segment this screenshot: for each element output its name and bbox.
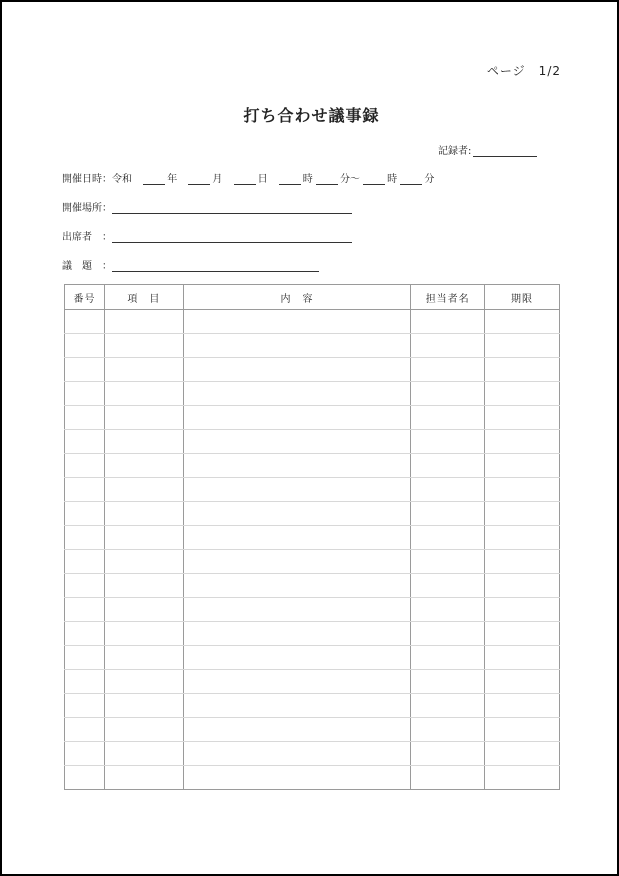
header-deadline: 期限 <box>485 285 560 310</box>
document-title: 打ち合わせ議事録 <box>243 106 380 125</box>
cell-content[interactable] <box>183 454 410 478</box>
agenda-label: 議 題 ： <box>62 261 112 272</box>
cell-item[interactable] <box>104 694 183 718</box>
cell-content[interactable] <box>183 430 410 454</box>
cell-deadline[interactable] <box>485 550 560 574</box>
cell-deadline[interactable] <box>485 598 560 622</box>
cell-assignee[interactable] <box>411 310 485 334</box>
table-row <box>65 406 560 430</box>
cell-number[interactable] <box>65 382 105 406</box>
cell-content[interactable] <box>183 742 410 766</box>
cell-item[interactable] <box>104 574 183 598</box>
cell-item[interactable] <box>104 502 183 526</box>
place-label: 開催場所： <box>62 203 112 214</box>
cell-item[interactable] <box>104 598 183 622</box>
cell-number[interactable] <box>65 430 105 454</box>
cell-deadline[interactable] <box>485 310 560 334</box>
cell-content[interactable] <box>183 622 410 646</box>
cell-content[interactable] <box>183 382 410 406</box>
minute2-label: 分 <box>424 174 435 185</box>
table-row <box>65 622 560 646</box>
cell-deadline[interactable] <box>485 430 560 454</box>
cell-assignee[interactable] <box>411 694 485 718</box>
cell-deadline[interactable] <box>485 358 560 382</box>
cell-item[interactable] <box>104 526 183 550</box>
cell-item[interactable] <box>104 358 183 382</box>
cell-deadline[interactable] <box>485 766 560 790</box>
agenda-blank[interactable] <box>112 261 319 272</box>
cell-content[interactable] <box>183 574 410 598</box>
cell-content[interactable] <box>183 646 410 670</box>
day-label: 日 <box>257 174 268 185</box>
cell-assignee[interactable] <box>411 598 485 622</box>
cell-assignee[interactable] <box>411 478 485 502</box>
cell-number[interactable] <box>65 598 105 622</box>
month-blank[interactable] <box>188 174 210 185</box>
cell-assignee[interactable] <box>411 406 485 430</box>
cell-number[interactable] <box>65 478 105 502</box>
cell-content[interactable] <box>183 598 410 622</box>
minute2-blank[interactable] <box>400 174 422 185</box>
header-number: 番号 <box>65 285 105 310</box>
table-row <box>65 646 560 670</box>
cell-content[interactable] <box>183 502 410 526</box>
cell-assignee[interactable] <box>411 574 485 598</box>
datetime-row <box>62 170 434 185</box>
table-row <box>65 670 560 694</box>
cell-item[interactable] <box>104 406 183 430</box>
table-row <box>65 718 560 742</box>
header-item: 項 目 <box>104 285 183 310</box>
cell-content[interactable] <box>183 478 410 502</box>
place-row <box>62 199 352 214</box>
cell-deadline[interactable] <box>485 742 560 766</box>
cell-number[interactable] <box>65 406 105 430</box>
recorder-blank[interactable] <box>473 146 537 157</box>
cell-assignee[interactable] <box>411 334 485 358</box>
table-row <box>65 574 560 598</box>
cell-number[interactable] <box>65 550 105 574</box>
cell-item[interactable] <box>104 550 183 574</box>
datetime-label: 開催日時：令和 <box>62 174 132 185</box>
table-row <box>65 526 560 550</box>
cell-assignee[interactable] <box>411 550 485 574</box>
attendees-row <box>62 228 352 243</box>
cell-assignee[interactable] <box>411 718 485 742</box>
cell-deadline[interactable] <box>485 718 560 742</box>
recorder-field <box>438 142 537 157</box>
table-row <box>65 742 560 766</box>
recorder-label: 記録者: <box>438 146 472 157</box>
hour-blank[interactable] <box>279 174 301 185</box>
page-number: ページ 1/2 <box>486 64 561 78</box>
table-row <box>65 430 560 454</box>
cell-assignee[interactable] <box>411 670 485 694</box>
cell-number[interactable] <box>65 742 105 766</box>
cell-deadline[interactable] <box>485 574 560 598</box>
cell-number[interactable] <box>65 622 105 646</box>
header-assignee: 担当者名 <box>411 285 485 310</box>
table-row <box>65 502 560 526</box>
table-row <box>65 454 560 478</box>
cell-number[interactable] <box>65 358 105 382</box>
table-row <box>65 310 560 334</box>
cell-content[interactable] <box>183 358 410 382</box>
attendees-blank[interactable] <box>112 232 352 243</box>
cell-deadline[interactable] <box>485 694 560 718</box>
cell-content[interactable] <box>183 670 410 694</box>
cell-assignee[interactable] <box>411 502 485 526</box>
cell-content[interactable] <box>183 334 410 358</box>
cell-item[interactable] <box>104 382 183 406</box>
cell-assignee[interactable] <box>411 646 485 670</box>
cell-content[interactable] <box>183 718 410 742</box>
header-content: 内 容 <box>183 285 410 310</box>
cell-content[interactable] <box>183 406 410 430</box>
table-row <box>65 382 560 406</box>
cell-assignee[interactable] <box>411 526 485 550</box>
cell-content[interactable] <box>183 526 410 550</box>
cell-assignee[interactable] <box>411 358 485 382</box>
hour2-blank[interactable] <box>363 174 385 185</box>
cell-assignee[interactable] <box>411 454 485 478</box>
cell-deadline[interactable] <box>485 646 560 670</box>
cell-number[interactable] <box>65 766 105 790</box>
table-row <box>65 550 560 574</box>
cell-deadline[interactable] <box>485 382 560 406</box>
cell-deadline[interactable] <box>485 478 560 502</box>
cell-deadline[interactable] <box>485 670 560 694</box>
cell-content[interactable] <box>183 310 410 334</box>
cell-item[interactable] <box>104 622 183 646</box>
cell-content[interactable] <box>183 766 410 790</box>
day-blank[interactable] <box>234 174 256 185</box>
table-row <box>65 694 560 718</box>
cell-number[interactable] <box>65 670 105 694</box>
cell-deadline[interactable] <box>485 622 560 646</box>
agenda-row <box>62 257 319 272</box>
cell-number[interactable] <box>65 526 105 550</box>
attendees-label: 出席者 ： <box>62 232 112 243</box>
table-row <box>65 598 560 622</box>
cell-number[interactable] <box>65 334 105 358</box>
cell-number[interactable] <box>65 718 105 742</box>
cell-deadline[interactable] <box>485 502 560 526</box>
place-blank[interactable] <box>112 203 352 214</box>
month-label: 月 <box>212 174 223 185</box>
minutes-table <box>64 284 560 790</box>
cell-number[interactable] <box>65 574 105 598</box>
cell-item[interactable] <box>104 718 183 742</box>
year-blank[interactable] <box>143 174 165 185</box>
cell-assignee[interactable] <box>411 382 485 406</box>
cell-number[interactable] <box>65 694 105 718</box>
cell-deadline[interactable] <box>485 526 560 550</box>
cell-item[interactable] <box>104 670 183 694</box>
cell-content[interactable] <box>183 550 410 574</box>
cell-number[interactable] <box>65 646 105 670</box>
cell-deadline[interactable] <box>485 334 560 358</box>
cell-number[interactable] <box>65 454 105 478</box>
cell-number[interactable] <box>65 310 105 334</box>
cell-assignee[interactable] <box>411 622 485 646</box>
cell-item[interactable] <box>104 310 183 334</box>
cell-item[interactable] <box>104 766 183 790</box>
minute-blank[interactable] <box>316 174 338 185</box>
cell-item[interactable] <box>104 454 183 478</box>
cell-item[interactable] <box>104 478 183 502</box>
cell-deadline[interactable] <box>485 406 560 430</box>
cell-deadline[interactable] <box>485 454 560 478</box>
cell-assignee[interactable] <box>411 430 485 454</box>
hour-label: 時 <box>302 174 313 185</box>
cell-assignee[interactable] <box>411 742 485 766</box>
table-row <box>65 766 560 790</box>
table-row <box>65 478 560 502</box>
cell-assignee[interactable] <box>411 766 485 790</box>
table-row <box>65 334 560 358</box>
cell-item[interactable] <box>104 334 183 358</box>
table-body <box>65 310 560 790</box>
cell-item[interactable] <box>104 430 183 454</box>
cell-number[interactable] <box>65 502 105 526</box>
cell-item[interactable] <box>104 646 183 670</box>
cell-item[interactable] <box>104 742 183 766</box>
hour2-label: 時 <box>387 174 398 185</box>
year-label: 年 <box>167 174 178 185</box>
minute-label: 分〜 <box>339 174 360 185</box>
table-row <box>65 358 560 382</box>
table-header-row <box>65 285 560 310</box>
cell-content[interactable] <box>183 694 410 718</box>
